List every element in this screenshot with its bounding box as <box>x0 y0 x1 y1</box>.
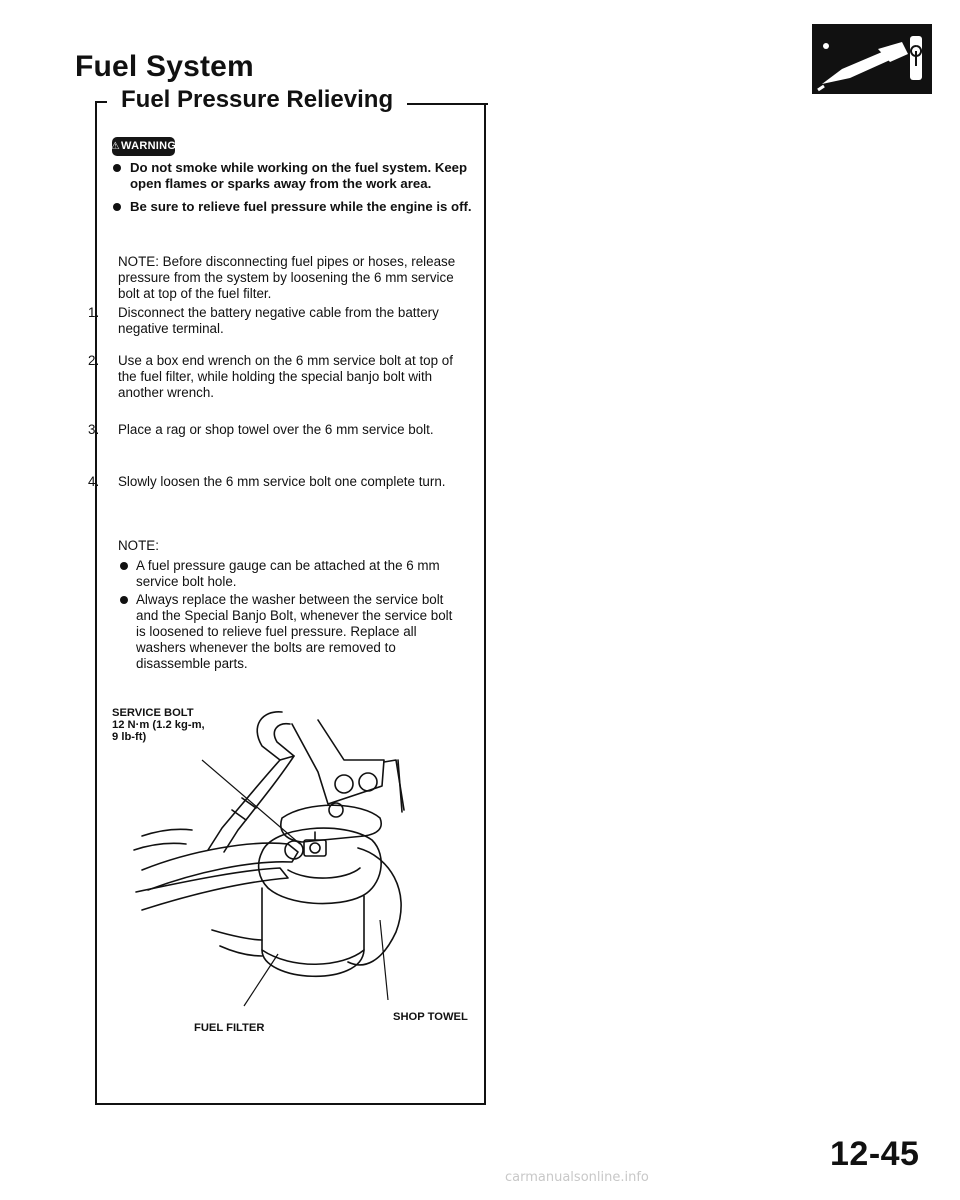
warning-text: Do not smoke while working on the fuel system. Keep open flames or sparks away from the work area. <box>130 160 468 191</box>
warning-label: WARNING <box>121 140 177 152</box>
step-text: Disconnect the battery negative cable from the battery negative terminal. <box>118 305 439 336</box>
step-text: Place a rag or shop towel over the 6 mm service bolt. <box>118 422 434 437</box>
step-text: Use a box end wrench on the 6 mm service bolt at top of the fuel filter, while holding the special banjo bolt with another wrench. <box>118 353 453 400</box>
fuel-filter-callout: FUEL FILTER <box>194 1022 265 1034</box>
subsection-title: Fuel Pressure Relieving <box>121 86 394 113</box>
warning-badge <box>112 137 175 156</box>
step-note-label: NOTE: <box>118 538 159 553</box>
service-bolt-callout <box>112 707 205 743</box>
watermark: carmanualsonline.info <box>505 1170 649 1185</box>
step-number: 4. <box>88 474 100 489</box>
section-title: Fuel System <box>75 50 254 83</box>
warning-text: Be sure to relieve fuel pressure while the engine is off. <box>130 199 472 214</box>
step-number: 1. <box>88 305 100 320</box>
page-number: 12-45 <box>830 1135 920 1173</box>
note-text: Always replace the washer between the service bolt and the Special Banjo Bolt, whenever the service bolt is loosened to relieve fuel pressure. Replace all washers whenever the bolts are removed to disassemble parts. <box>136 592 453 671</box>
bullet-icon <box>120 596 128 604</box>
warning-item <box>112 199 474 215</box>
shop-towel-callout: SHOP TOWEL <box>393 1011 468 1023</box>
step-number: 2. <box>88 353 100 368</box>
intro-note: NOTE: Before disconnecting fuel pipes or hoses, release pressure from the system by loosening the 6 mm service bolt at top of the fuel filter. <box>118 254 456 301</box>
callout-label: SERVICE BOLT <box>112 707 194 719</box>
callout-torque: 12 N·m (1.2 kg-m, <box>112 719 205 731</box>
step-number: 3. <box>88 422 100 437</box>
note-item <box>120 592 465 672</box>
fuel-filter-illustration <box>112 700 474 1040</box>
warning-item <box>112 160 474 192</box>
warning-icon: ⚠ <box>110 141 120 152</box>
note-text: A fuel pressure gauge can be attached at the 6 mm service bolt hole. <box>136 558 440 589</box>
callout-torque-2: 9 lb-ft) <box>112 731 147 743</box>
note-item <box>120 558 465 590</box>
bullet-icon <box>113 164 121 172</box>
step-text: Slowly loosen the 6 mm service bolt one complete turn. <box>118 474 446 489</box>
warning-list <box>112 160 474 223</box>
bullet-icon <box>120 562 128 570</box>
fuel-nozzle-icon <box>812 24 932 94</box>
note-list <box>120 558 465 674</box>
bullet-icon <box>113 203 121 211</box>
fuel-filter-drawing <box>112 700 474 1040</box>
